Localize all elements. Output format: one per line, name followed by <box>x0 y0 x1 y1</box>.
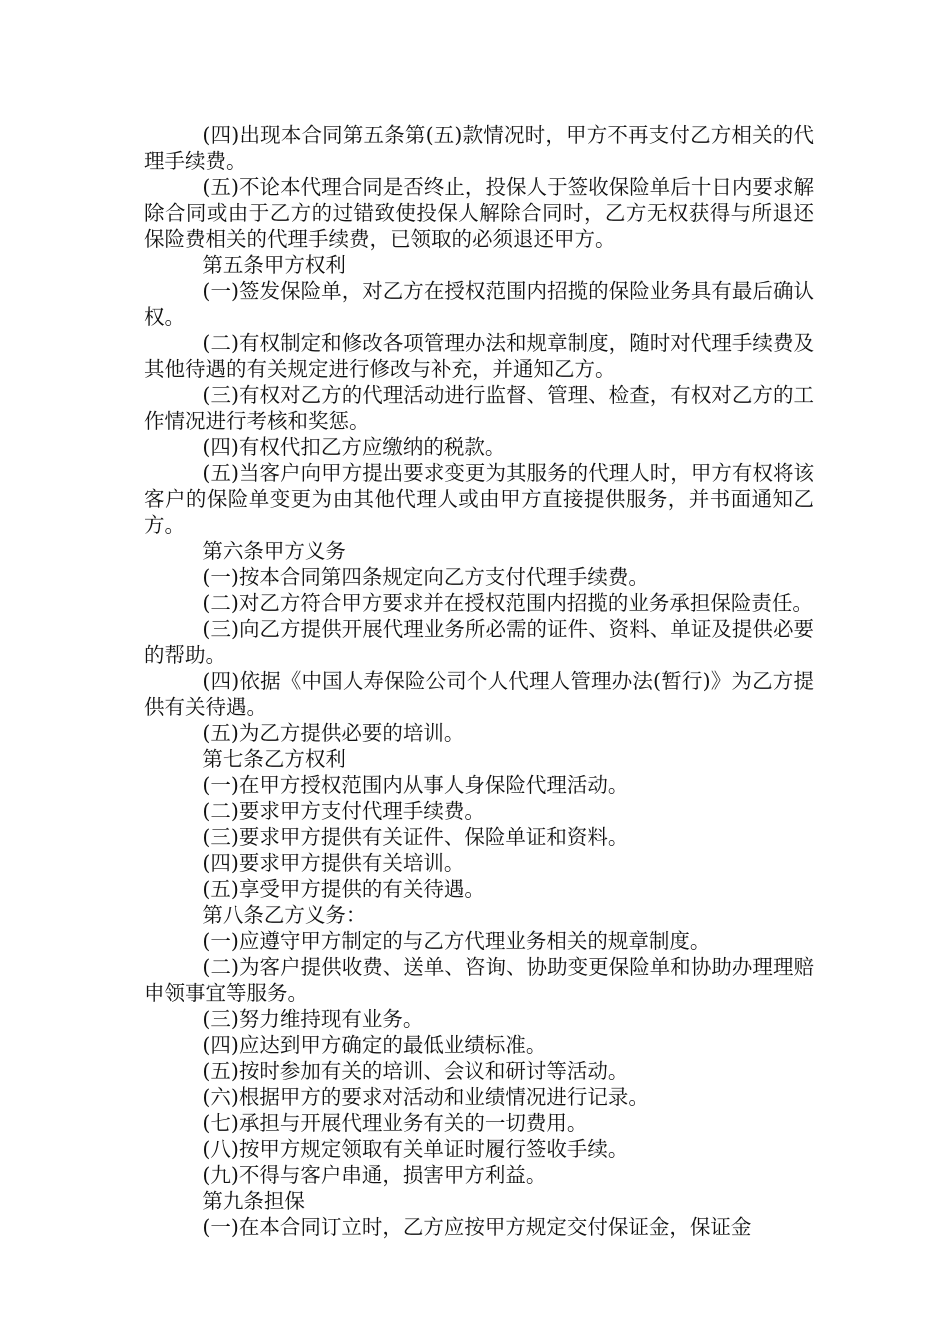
article-7-item-5: (五)享受甲方提供的有关待遇。 <box>202 877 485 901</box>
article-7-heading: 第七条乙方权利 <box>202 747 346 771</box>
article-7-item-3: (三)要求甲方提供有关证件、保险单证和资料。 <box>202 825 629 849</box>
article-7-item-4: (四)要求甲方提供有关培训。 <box>202 851 465 875</box>
article-5-item-5: (五)当客户向甲方提出要求变更为其服务的代理人时，甲方有权将该客户的保险单变更为由其他代理人或由甲方直接提供服务，并书面通知乙方。 <box>144 461 814 537</box>
article-6-item-4: (四)依据《中国人寿保险公司个人代理人管理办法(暂行)》为乙方提供有关待遇。 <box>144 669 814 719</box>
article-5-item-1: (一)签发保险单，对乙方在授权范围内招揽的保险业务具有最后确认权。 <box>144 279 814 329</box>
article-5-item-3: (三)有权对乙方的代理活动进行监督、管理、检查，有权对乙方的工作情况进行考核和奖惩。 <box>144 383 814 433</box>
article-8-heading: 第八条乙方义务： <box>202 903 367 927</box>
article-8-item-3: (三)努力维持现有业务。 <box>202 1007 424 1031</box>
article-6-item-1: (一)按本合同第四条规定向乙方支付代理手续费。 <box>202 565 649 589</box>
article-6-heading: 第六条甲方义务 <box>202 539 346 563</box>
paragraph-4-commission-stop: (四)出现本合同第五条第(五)款情况时，甲方不再支付乙方相关的代理手续费。 <box>144 123 814 173</box>
article-9-heading: 第九条担保 <box>202 1189 305 1213</box>
article-8-item-6: (六)根据甲方的要求对活动和业绩情况进行记录。 <box>202 1085 649 1109</box>
article-6-item-3: (三)向乙方提供开展代理业务所必需的证件、资料、单证及提供必要的帮助。 <box>144 617 814 667</box>
article-6-item-2: (二)对乙方符合甲方要求并在授权范围内招揽的业务承担保险责任。 <box>202 591 813 615</box>
article-5-heading: 第五条甲方权利 <box>202 253 346 277</box>
document-body <box>144 122 814 1240</box>
article-7-item-1: (一)在甲方授权范围内从事人身保险代理活动。 <box>202 773 629 797</box>
article-9-item-1: (一)在本合同订立时，乙方应按甲方规定交付保证金，保证金 <box>202 1215 752 1239</box>
article-7-item-2: (二)要求甲方支付代理手续费。 <box>202 799 485 823</box>
article-5-item-2: (二)有权制定和修改各项管理办法和规章制度，随时对代理手续费及其他待遇的有关规定进行修改与补充，并通知乙方。 <box>144 331 814 381</box>
article-8-item-5: (五)按时参加有关的培训、会议和研讨等活动。 <box>202 1059 629 1083</box>
article-6-item-5: (五)为乙方提供必要的培训。 <box>202 721 465 745</box>
article-8-item-4: (四)应达到甲方确定的最低业绩标准。 <box>202 1033 547 1057</box>
article-5-item-4: (四)有权代扣乙方应缴纳的税款。 <box>202 435 506 459</box>
article-8-item-2: (二)为客户提供收费、送单、咨询、协助变更保险单和协助办理理赔申领事宜等服务。 <box>144 955 814 1005</box>
article-8-item-1: (一)应遵守甲方制定的与乙方代理业务相关的规章制度。 <box>202 929 711 953</box>
paragraph-5-refund-commission: (五)不论本代理合同是否终止，投保人于签收保险单后十日内要求解除合同或由于乙方的过错致使投保人解除合同时，乙方无权获得与所退还保险费相关的代理手续费，已领取的必须退还甲方。 <box>144 175 814 251</box>
article-8-item-8: (八)按甲方规定领取有关单证时履行签收手续。 <box>202 1137 629 1161</box>
article-8-item-7: (七)承担与开展代理业务有关的一切费用。 <box>202 1111 588 1135</box>
article-8-item-9: (九)不得与客户串通，损害甲方利益。 <box>202 1163 547 1187</box>
